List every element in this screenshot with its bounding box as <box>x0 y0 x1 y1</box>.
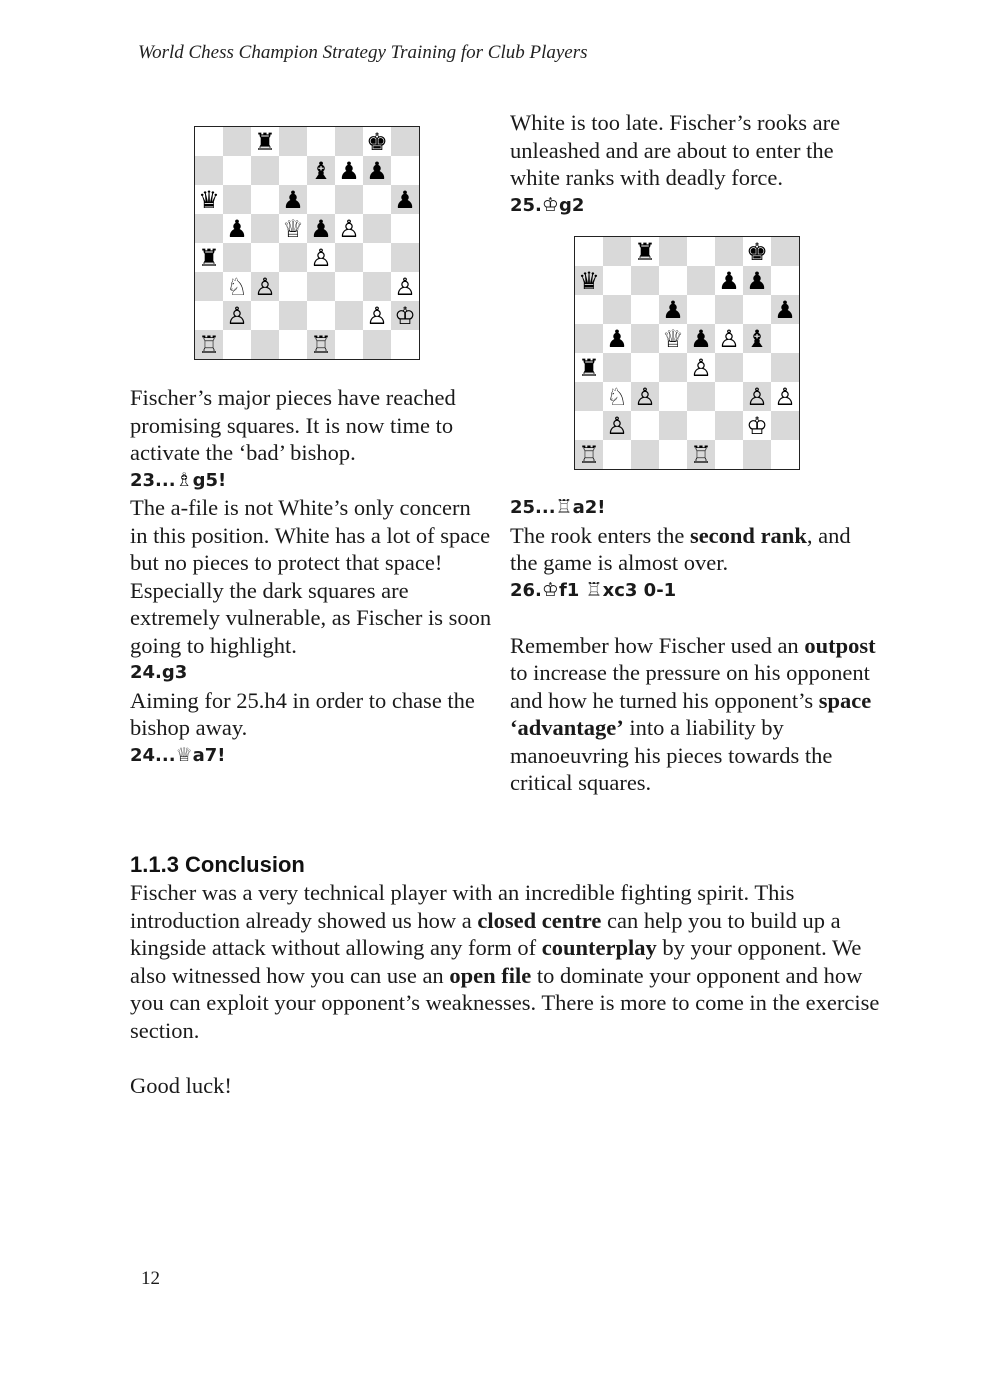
board-square <box>659 266 687 295</box>
board-square <box>659 353 687 382</box>
board-square <box>307 272 335 301</box>
move-25: 25.♔g2 <box>510 193 585 216</box>
board-square: ♟ <box>718 266 740 295</box>
board-square: ♕ <box>662 324 684 353</box>
board-square: ♖ <box>687 440 715 469</box>
board-square: ♟ <box>279 185 307 214</box>
board-square <box>715 353 743 382</box>
board-square <box>195 156 223 185</box>
board-square <box>743 295 771 324</box>
board-square <box>391 330 419 359</box>
board-square <box>223 185 251 214</box>
board-square <box>659 411 687 440</box>
page-number: 12 <box>141 1268 160 1289</box>
board-square <box>631 440 659 469</box>
board-square <box>687 237 715 266</box>
board-square <box>223 156 251 185</box>
board-square <box>279 156 307 185</box>
board-square <box>603 295 631 324</box>
paragraph: White is too late. Fischer’s rooks are unleashed and are about to enter the white ranks with deadly force. <box>510 110 841 190</box>
board-square <box>391 127 419 156</box>
board-square <box>631 411 659 440</box>
board-square <box>631 324 659 353</box>
board-square <box>223 127 251 156</box>
board-square: ♟ <box>391 185 419 214</box>
board-square <box>715 411 743 440</box>
board-square <box>307 301 335 330</box>
board-square <box>251 301 279 330</box>
board-square: ♙ <box>223 301 251 330</box>
board-square <box>687 382 715 411</box>
board-square <box>659 382 687 411</box>
board-square <box>687 266 715 295</box>
board-square: ♟ <box>743 266 771 295</box>
paragraph: Fischer’s major pieces have reached promising squares. It is now time to activate the ‘bad’ bishop. <box>130 385 456 465</box>
paragraph: The a-file is not White’s only concern in this position. White has a lot of space but no pieces to protect that space! Especially the dark squares are extremely vulnerable, as Fischer is soon going to highlight. <box>130 495 492 658</box>
board-square <box>771 411 799 440</box>
board-square <box>195 214 223 243</box>
board-square: ♙ <box>603 411 631 440</box>
board-square <box>715 295 743 324</box>
paragraph: Aiming for 25.h4 in order to chase the bishop away. <box>130 687 475 740</box>
board-square: ♙ <box>366 301 388 330</box>
board-square: ♚ <box>366 127 388 156</box>
board-square: ♙ <box>718 324 740 353</box>
board-square <box>363 214 391 243</box>
board-square <box>659 237 687 266</box>
board-square <box>279 272 307 301</box>
board-square <box>335 127 363 156</box>
board-square <box>603 353 631 382</box>
board-square: ♛ <box>575 266 603 295</box>
board-square <box>771 353 799 382</box>
board-square: ♜ <box>254 127 276 156</box>
board-square: ♙ <box>690 353 712 382</box>
board-square: ♝ <box>743 324 771 353</box>
board-square <box>575 295 603 324</box>
board-square <box>575 237 603 266</box>
board-square: ♜ <box>198 243 220 272</box>
board-square <box>687 295 715 324</box>
left-column <box>130 384 492 769</box>
board-square <box>715 237 743 266</box>
board-square <box>391 243 419 272</box>
board-square: ♙ <box>774 382 796 411</box>
right-column-top <box>510 109 880 219</box>
rook-icon: ♖ <box>555 496 573 518</box>
board-square: ♙ <box>743 382 771 411</box>
move-23: 23...♗g5! <box>130 468 227 491</box>
board-square <box>771 237 799 266</box>
board-square: ♜ <box>634 237 656 266</box>
board-square <box>223 330 251 359</box>
board-square <box>223 243 251 272</box>
board-square <box>195 272 223 301</box>
board-square <box>575 324 603 353</box>
board-square: ♙ <box>251 272 279 301</box>
board-square <box>687 411 715 440</box>
board-square <box>335 185 363 214</box>
board-square: ♟ <box>226 214 248 243</box>
board-square <box>335 330 363 359</box>
move-24-black: 24...♕a7! <box>130 743 226 766</box>
chess-diagram-2 <box>574 236 800 470</box>
board-square: ♟ <box>307 214 335 243</box>
move-25-black: 25...♖a2! <box>510 496 606 518</box>
board-square: ♘ <box>606 382 628 411</box>
board-square <box>251 214 279 243</box>
board-square: ♜ <box>578 353 600 382</box>
board-square <box>279 243 307 272</box>
board-square <box>363 243 391 272</box>
board-square: ♖ <box>575 440 603 469</box>
board-square <box>307 185 335 214</box>
board-square <box>279 127 307 156</box>
board-square <box>631 266 659 295</box>
board-square <box>631 295 659 324</box>
board-square <box>631 353 659 382</box>
board-square: ♟ <box>363 156 391 185</box>
right-column-bottom <box>510 494 880 797</box>
board-square <box>771 324 799 353</box>
queen-icon: ♕ <box>175 743 193 766</box>
board-square <box>363 185 391 214</box>
board-square <box>391 156 419 185</box>
board-square <box>335 301 363 330</box>
bishop-icon: ♗ <box>175 468 193 491</box>
board-square: ♝ <box>307 156 335 185</box>
rook-icon: ♖ <box>585 578 603 601</box>
board-square <box>715 440 743 469</box>
board-square <box>391 214 419 243</box>
board-square: ♙ <box>338 214 360 243</box>
board-square <box>575 411 603 440</box>
board-square <box>279 301 307 330</box>
board-square: ♛ <box>198 185 220 214</box>
board-square: ♔ <box>391 301 419 330</box>
board-square <box>279 330 307 359</box>
board-square <box>335 243 363 272</box>
paragraph: The rook enters the second rank, and the game is almost over. <box>510 522 851 575</box>
board-square: ♕ <box>282 214 304 243</box>
section-heading: 1.1.3 Conclusion <box>130 852 305 877</box>
board-square: ♙ <box>310 243 332 272</box>
board-square: ♟ <box>687 324 715 353</box>
board-square <box>251 243 279 272</box>
board-square: ♙ <box>631 382 659 411</box>
board-square <box>335 272 363 301</box>
paragraph: Fischer was a very technical player with an incredible fighting spirit. This introduction already showed us how a closed centre can help you to build up a kingside attack without allowing any form of counterplay by your opponent. We also witnessed how you can use an open file to dominate your opponent and how you can exploit your opponent’s weaknesses. There is more to come in the exercise section. <box>130 880 880 1043</box>
board-square: ♟ <box>338 156 360 185</box>
board-square: ♔ <box>746 411 768 440</box>
board-square <box>771 440 799 469</box>
board-square: ♖ <box>195 330 223 359</box>
move-24: 24.g3 <box>130 662 188 683</box>
board-square <box>659 440 687 469</box>
board-square <box>715 382 743 411</box>
closing-line: Good luck! <box>130 1072 232 1098</box>
board-square <box>251 185 279 214</box>
board-square: ♟ <box>659 295 687 324</box>
king-icon: ♔ <box>541 193 559 216</box>
conclusion-section <box>130 851 890 1099</box>
board-square <box>603 266 631 295</box>
board-square <box>195 301 223 330</box>
paragraph: Remember how Fischer used an outpost to increase the pressure on his opponent and how he turned his opponent’s space ‘advantage’ into a liability by manoeuvring his pieces towards the critical squares. <box>510 632 876 795</box>
board-square: ♚ <box>746 237 768 266</box>
king-icon: ♔ <box>541 578 559 601</box>
board-square: ♘ <box>226 272 248 301</box>
move-26: 26.♔f1 ♖xc3 0-1 <box>510 578 677 601</box>
board-square: ♟ <box>606 324 628 353</box>
board-square <box>575 382 603 411</box>
board-square <box>251 156 279 185</box>
board-square <box>195 127 223 156</box>
board-square <box>603 440 631 469</box>
board-square <box>603 237 631 266</box>
board-square <box>771 266 799 295</box>
running-header: World Chess Champion Strategy Training for Club Players <box>138 42 588 63</box>
board-square <box>743 440 771 469</box>
board-square: ♟ <box>771 295 799 324</box>
chess-diagram-1 <box>194 126 420 360</box>
board-square <box>363 272 391 301</box>
board-square: ♖ <box>307 330 335 359</box>
board-square: ♙ <box>394 272 416 301</box>
board-square <box>743 353 771 382</box>
board-square <box>251 330 279 359</box>
board-square <box>363 330 391 359</box>
board-square <box>307 127 335 156</box>
